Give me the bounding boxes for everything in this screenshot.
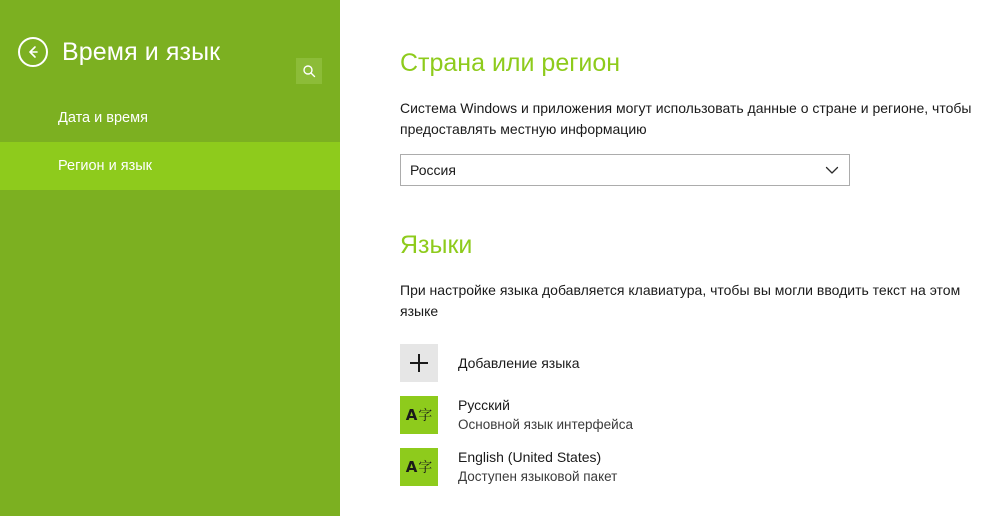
language-name: Русский <box>458 397 510 413</box>
sidebar-item-label: Регион и язык <box>58 158 152 174</box>
list-item[interactable] <box>400 396 960 434</box>
language-status: Доступен языковой пакет <box>458 469 618 484</box>
language-list <box>400 344 1000 486</box>
sidebar-item-label: Дата и время <box>58 110 148 126</box>
content-panel <box>340 0 1000 516</box>
list-item[interactable] <box>400 448 960 486</box>
country-region-select[interactable] <box>400 154 850 186</box>
sidebar-header <box>0 0 340 66</box>
sidebar-item-region-language[interactable] <box>0 142 340 190</box>
sidebar-nav <box>0 94 340 190</box>
plus-icon <box>400 344 438 382</box>
sidebar <box>0 0 340 516</box>
chevron-down-icon[interactable] <box>825 155 839 185</box>
country-region-value: Россия <box>410 162 456 178</box>
languages-section-title: Языки <box>400 231 473 259</box>
page-title: Время и язык <box>62 38 221 66</box>
sidebar-item-date-time[interactable] <box>0 94 340 142</box>
add-language-label: Добавление языка <box>458 355 580 371</box>
region-section-title: Страна или регион <box>400 49 621 77</box>
back-arrow-icon[interactable] <box>18 37 48 67</box>
add-language-row[interactable] <box>400 344 960 382</box>
languages-description: При настройке языка добавляется клавиатура, чтобы вы могли вводить текст на этом языке <box>400 282 961 319</box>
search-icon[interactable] <box>296 58 322 84</box>
language-tile-icon: A 字 <box>400 396 438 434</box>
language-tile-icon: A 字 <box>400 448 438 486</box>
language-status: Основной язык интерфейса <box>458 417 633 432</box>
region-description: Система Windows и приложения могут использовать данные о стране и регионе, чтобы предоставлять местную информацию <box>400 100 972 137</box>
language-name: English (United States) <box>458 449 602 465</box>
